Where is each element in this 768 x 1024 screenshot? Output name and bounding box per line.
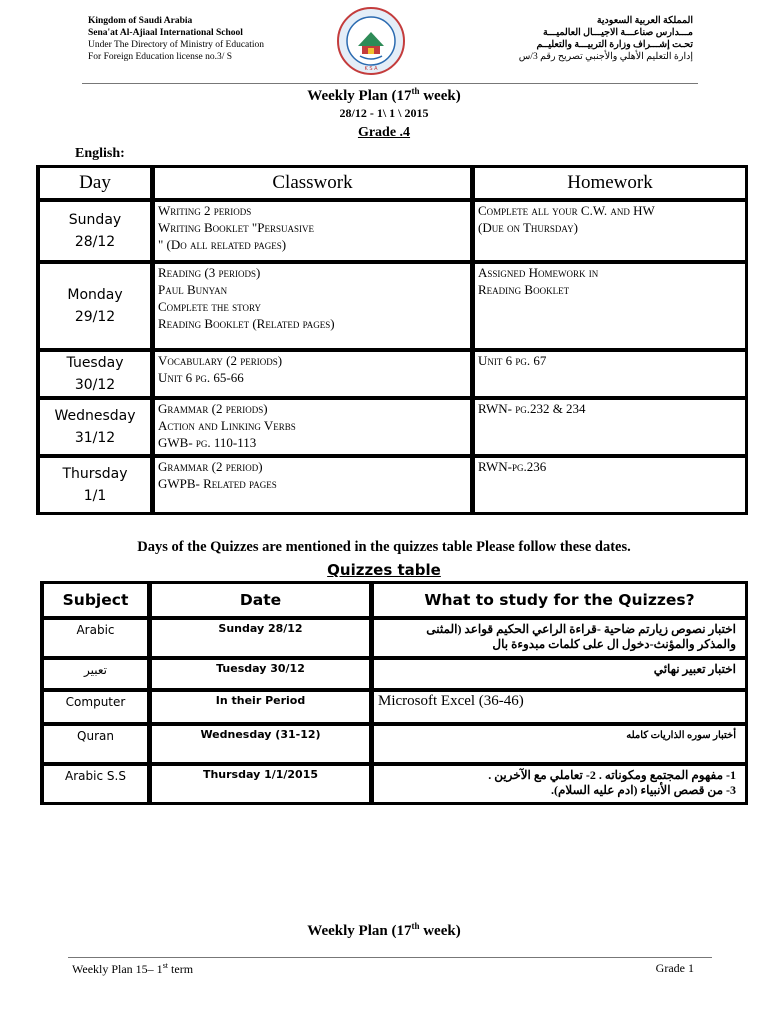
header-line: إدارة التعليم الأهلي والأجنبي تصريح رقم 3/س xyxy=(518,52,693,62)
table-row xyxy=(37,398,747,456)
footer-title: Weekly Plan (17th week) xyxy=(307,921,461,939)
day-cell: Sunday 28/12 xyxy=(37,200,152,262)
table-row xyxy=(37,262,747,350)
classwork-cell: Vocabulary (2 periods) Unit 6 pg. 65-66 xyxy=(152,350,472,398)
study-cell: اختبار تعبير نهائي xyxy=(371,658,747,690)
header-line: المملكة العربية السعودية xyxy=(596,16,693,26)
homework-cell: Unit 6 pg. 67 xyxy=(472,350,747,398)
footer-divider xyxy=(68,957,712,958)
footer-right: Grade 1 xyxy=(655,961,694,975)
column-header: Day xyxy=(37,166,152,200)
homework-cell: RWN-pg.236 xyxy=(472,456,747,514)
column-header: Date xyxy=(149,582,371,618)
school-logo xyxy=(336,6,406,76)
date-cell: In their Period xyxy=(149,690,371,724)
subject-cell: Arabic S.S xyxy=(41,764,149,804)
header-line: For Foreign Education license no.3/ S xyxy=(88,52,233,62)
homework-cell: Complete all your C.W. and HW (Due on Thursday) xyxy=(472,200,747,262)
header-line: Under The Directory of Ministry of Education xyxy=(88,40,265,50)
homework-cell: Assigned Homework in Reading Booklet xyxy=(472,262,747,350)
header-line: مـــدارس صناعـــة الاجيـــال العالميـــة xyxy=(543,28,693,38)
logo-bottom-text: K S A xyxy=(364,66,378,72)
header-divider xyxy=(82,83,698,84)
subject-label: English: xyxy=(75,146,125,161)
table-row xyxy=(37,200,747,262)
study-cell: اختبار نصوص زيارتم ضاحية -قراءة الراعي الحكيم قواعد (المثنى والمذكر والمؤنث-دخول ال على كلمات مبدوءة بال xyxy=(371,618,747,658)
subject-cell: Computer xyxy=(41,690,149,724)
header-line: Sena'at Al-Ajiaal International School xyxy=(88,28,243,38)
header-line: تحـت إشـــراف وزارة التربيـــة والتعليــم xyxy=(536,40,693,50)
grade-label: Grade .4 xyxy=(357,125,411,140)
classwork-cell: Reading (3 periods) Paul Bunyan Complete the story Reading Booklet (Related pages) xyxy=(152,262,472,350)
subject-cell: Arabic xyxy=(41,618,149,658)
study-cell: Microsoft Excel (36-46) xyxy=(371,690,747,724)
date-cell: Wednesday (31-12) xyxy=(149,724,371,764)
table-row xyxy=(37,456,747,514)
weekly-plan-table xyxy=(36,165,748,515)
classwork-cell: Grammar (2 periods) Action and Linking Verbs GWB- pg. 110-113 xyxy=(152,398,472,456)
school-info-arabic xyxy=(519,15,693,63)
table-header-row xyxy=(37,166,747,200)
table-header-row xyxy=(41,582,747,618)
quizzes-title: Quizzes table xyxy=(327,561,441,579)
day-cell: Tuesday 30/12 xyxy=(37,350,152,398)
column-header: Classwork xyxy=(152,166,472,200)
column-header: Subject xyxy=(41,582,149,618)
classwork-cell: Writing 2 periods Writing Booklet "Persuasive " (Do all related pages) xyxy=(152,200,472,262)
subject-cell: Quran xyxy=(41,724,149,764)
date-cell: Thursday 1/1/2015 xyxy=(149,764,371,804)
date-cell: Sunday 28/12 xyxy=(149,618,371,658)
table-row xyxy=(41,764,747,804)
classwork-cell: Grammar (2 period) GWPB- Related pages xyxy=(152,456,472,514)
table-row xyxy=(37,350,747,398)
day-cell: Monday 29/12 xyxy=(37,262,152,350)
school-info-english xyxy=(88,15,264,63)
quiz-note: Days of the Quizzes are mentioned in the quizzes table Please follow these dates. xyxy=(137,539,631,555)
table-row xyxy=(41,618,747,658)
footer-left: Weekly Plan 15– 1st term xyxy=(72,961,194,976)
quizzes-table xyxy=(40,581,748,805)
study-cell: 1- مفهوم المجتمع ومكوناته . 2- تعاملي مع الآخرين . 3- من قصص الأنبياء (ادم عليه السلام). xyxy=(371,764,747,804)
day-cell: Wednesday 31/12 xyxy=(37,398,152,456)
column-header: Homework xyxy=(472,166,747,200)
column-header: What to study for the Quizzes? xyxy=(371,582,747,618)
header-line: Kingdom of Saudi Arabia xyxy=(88,16,193,26)
table-row xyxy=(41,724,747,764)
date-cell: Tuesday 30/12 xyxy=(149,658,371,690)
subject-cell: تعبير xyxy=(41,658,149,690)
homework-cell: RWN- pg.232 & 234 xyxy=(472,398,747,456)
page-title: Weekly Plan (17th week) xyxy=(307,86,461,104)
table-row xyxy=(41,690,747,724)
table-row xyxy=(41,658,747,690)
date-range: 28/12 - 1\ 1 \ 2015 xyxy=(339,106,429,120)
study-cell: أختبار سوره الذاريات كامله xyxy=(371,724,747,764)
day-cell: Thursday 1/1 xyxy=(37,456,152,514)
